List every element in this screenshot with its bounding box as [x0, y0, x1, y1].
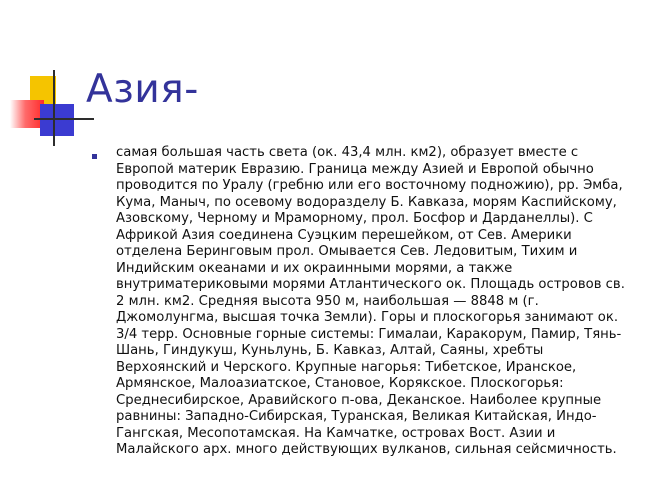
square-bullet-icon — [92, 154, 97, 159]
bullet-list — [92, 145, 632, 459]
horizontal-line-shape — [34, 118, 94, 120]
bullet-item — [92, 145, 632, 459]
decorative-logo — [0, 0, 100, 160]
slide-title: Азия- — [86, 67, 199, 112]
blue-square-shape — [40, 104, 74, 136]
vertical-line-shape — [53, 70, 55, 146]
bullet-text: самая большая часть света (ок. 43,4 млн. км2), образует вместе с Европой материк Евразию. Граница между Азией и Европой обычно проводится по Уралу (гребню или его восточному подножию), рр. Эмба, Кума, Маныч, по осевому водоразделу Б. Кавказа, морям Каспийскому, Азовскому, Черному и Мраморному, прол. Босфор и Дарданеллы). С Африкой Азия соединена Суэцким перешейком, от Сев. Америки отделена Беринговым прол. Омывается Сев. Ледовитым, Тихим и Индийским океанами и их окраинными морями, а также внутриматериковыми морями Атлантического ок. Площадь островов св. 2 млн. км2. Средняя высота 950 м, наибольшая — 8848 м (г. Джомолунгма, высшая точка Земли). Горы и плоскогорья занимают ок. 3/4 терр. Основные горные системы: Гималаи, Каракорум, Памир, Тянь-Шань, Гиндукуш, Куньлунь, Б. Кавказ, Алтай, Саяны, хребты Верхоянский и Черского. Крупные нагорья: Тибетское, Иранское, Армянское, Малоазиатское, Становое, Корякское. Плоскогорья: Среднесибирское, Аравийского п-ова, Деканское. Наиболее крупные равнины: Западно-Сибирская, Туранская, Великая Китайская, Индо-Гангская, Месопотамская. На Камчатке, островах Вост. Азии и Малайского арх. много действующих вулканов, сильная сейсмичность. — [116, 145, 625, 457]
red-square-shape — [10, 100, 44, 128]
